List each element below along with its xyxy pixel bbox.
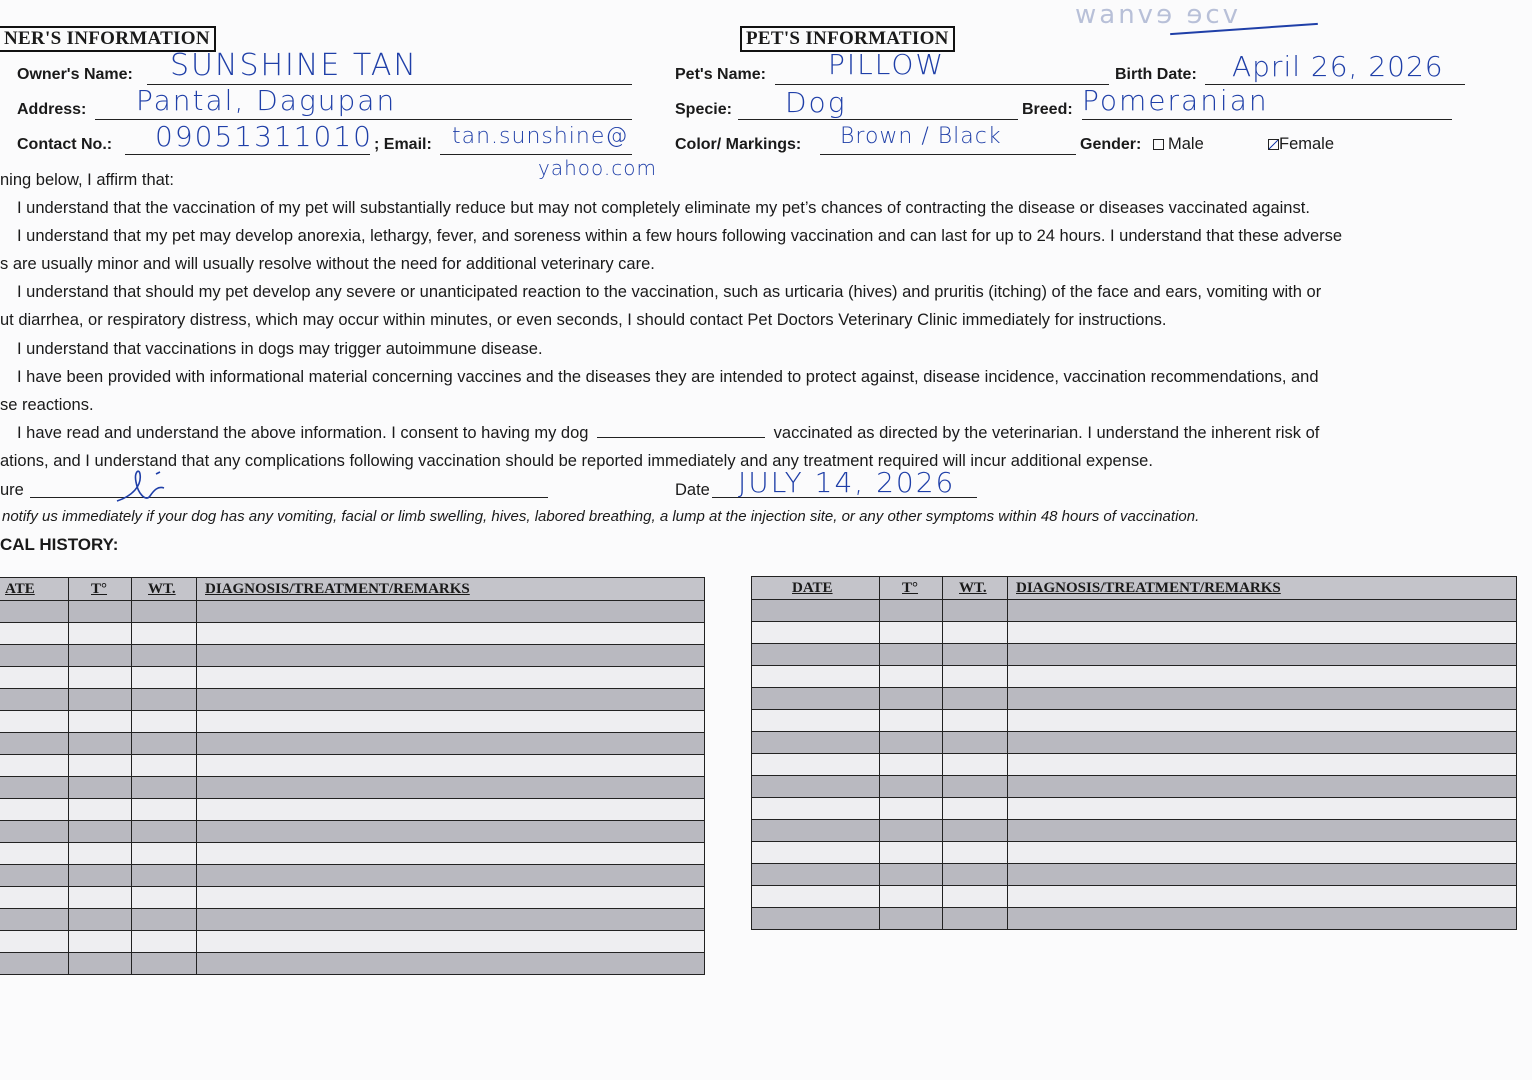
email-value-line1[interactable]: tan.sunshine@	[452, 124, 629, 149]
table-row	[0, 689, 705, 711]
table-cell[interactable]	[1008, 732, 1517, 754]
table-cell[interactable]	[0, 623, 69, 645]
table-cell[interactable]	[132, 689, 197, 711]
table-cell[interactable]	[0, 601, 69, 623]
history-title: CAL HISTORY:	[0, 535, 119, 554]
table-cell[interactable]	[132, 733, 197, 755]
col-date: DATE	[752, 577, 880, 600]
table-row	[752, 908, 1517, 930]
consent-p6b: ations, and I understand that any complications following vaccination should be reported immediately and any treatment required will incur additional expense.	[0, 452, 1153, 470]
col-diagnosis: DIAGNOSIS/TREATMENT/REMARKS	[1008, 577, 1517, 600]
history-table-left	[0, 577, 705, 975]
table-cell[interactable]	[132, 623, 197, 645]
table-cell[interactable]	[69, 645, 132, 667]
table-cell[interactable]	[69, 711, 132, 733]
table-cell[interactable]	[1008, 644, 1517, 666]
table-cell[interactable]	[752, 688, 880, 710]
table-cell[interactable]	[943, 688, 1008, 710]
table-row	[752, 886, 1517, 908]
table-row	[752, 798, 1517, 820]
table-cell[interactable]	[752, 886, 880, 908]
col-date: ATE	[0, 578, 69, 601]
table-cell[interactable]	[880, 842, 943, 864]
table-row	[752, 600, 1517, 622]
table-cell[interactable]	[943, 776, 1008, 798]
gender-male-option[interactable]	[1153, 135, 1204, 154]
table-cell[interactable]	[69, 865, 132, 887]
signature-label: ure	[0, 481, 24, 499]
pet-name-label: Pet's Name:	[675, 66, 766, 83]
table-cell[interactable]	[943, 842, 1008, 864]
table-row	[752, 754, 1517, 776]
table-cell[interactable]	[1008, 886, 1517, 908]
consent-p2b: s are usually minor and will usually resolve without the need for additional veterinary care.	[0, 255, 655, 273]
table-cell[interactable]	[752, 908, 880, 930]
table-cell[interactable]	[943, 644, 1008, 666]
table-cell[interactable]	[69, 777, 132, 799]
table-cell[interactable]	[69, 953, 132, 975]
specie-line	[738, 119, 1018, 120]
color-line	[820, 154, 1076, 155]
table-cell[interactable]	[197, 843, 705, 865]
date-label: Date	[675, 481, 710, 499]
female-checkbox[interactable]	[1268, 139, 1279, 150]
table-cell[interactable]	[752, 776, 880, 798]
table-cell[interactable]	[752, 710, 880, 732]
table-row	[0, 711, 705, 733]
table-cell[interactable]	[69, 689, 132, 711]
table-cell[interactable]	[752, 842, 880, 864]
table-cell[interactable]	[1008, 820, 1517, 842]
table-cell[interactable]	[197, 909, 705, 931]
table-cell[interactable]	[880, 864, 943, 886]
table-cell[interactable]	[943, 864, 1008, 886]
table-cell[interactable]	[69, 887, 132, 909]
table-cell[interactable]	[132, 843, 197, 865]
table-cell[interactable]	[880, 710, 943, 732]
consent-p6a-post: vaccinated as directed by the veterinarian. I understand the inherent risk of	[773, 424, 1320, 442]
table-cell[interactable]	[0, 733, 69, 755]
breed-label: Breed:	[1022, 101, 1073, 118]
table-row	[0, 623, 705, 645]
table-row	[0, 821, 705, 843]
table-cell[interactable]	[197, 799, 705, 821]
table-row	[0, 777, 705, 799]
table-cell[interactable]	[943, 666, 1008, 688]
table-row	[752, 644, 1517, 666]
pet-name-value[interactable]: PILLOW	[828, 48, 946, 81]
table-row	[0, 909, 705, 931]
table-cell[interactable]	[0, 645, 69, 667]
table-cell[interactable]	[880, 600, 943, 622]
table-cell[interactable]	[880, 622, 943, 644]
table-cell[interactable]	[197, 755, 705, 777]
table-cell[interactable]	[197, 733, 705, 755]
male-checkbox[interactable]	[1153, 139, 1164, 150]
address-label: Address:	[17, 101, 87, 118]
contact-label: Contact No.:	[17, 136, 113, 153]
table-cell[interactable]	[197, 931, 705, 953]
table-cell[interactable]	[197, 887, 705, 909]
col-weight: WT.	[943, 577, 1008, 600]
consent-p2a: I understand that my pet may develop anorexia, lethargy, fever, and soreness within a few hours following vaccination and can last for up to 24 hours. I understand that these adverse	[17, 227, 1343, 245]
table-cell[interactable]	[197, 645, 705, 667]
table-cell[interactable]	[0, 821, 69, 843]
table-cell[interactable]	[69, 623, 132, 645]
table-cell[interactable]	[0, 887, 69, 909]
table-row	[0, 601, 705, 623]
table-cell[interactable]	[752, 864, 880, 886]
table-cell[interactable]	[0, 777, 69, 799]
table-cell[interactable]	[880, 798, 943, 820]
table-row	[0, 733, 705, 755]
table-cell[interactable]	[0, 799, 69, 821]
table-cell[interactable]	[943, 754, 1008, 776]
table-cell[interactable]	[880, 732, 943, 754]
table-cell[interactable]	[752, 666, 880, 688]
table-cell[interactable]	[0, 953, 69, 975]
table-cell[interactable]	[0, 667, 69, 689]
table-cell[interactable]	[0, 711, 69, 733]
col-temp: T°	[69, 578, 132, 601]
address-value[interactable]: Pantal, Dagupan	[136, 84, 397, 117]
table-cell[interactable]	[132, 667, 197, 689]
breed-line	[1082, 119, 1452, 120]
table-row	[752, 842, 1517, 864]
table-row	[752, 820, 1517, 842]
specie-label: Specie:	[675, 101, 732, 118]
col-weight: WT.	[132, 578, 197, 601]
notice-text: notify us immediately if your dog has any vomiting, facial or limb swelling, hives, labored breathing, a lump at the injection site, or any other symptoms within 48 hours of vaccination.	[2, 508, 1200, 525]
table-row	[752, 622, 1517, 644]
table-cell[interactable]	[880, 754, 943, 776]
table-cell[interactable]	[752, 732, 880, 754]
consent-p6a-pre: I have read and understand the above information. I consent to having my dog	[17, 424, 589, 442]
table-cell[interactable]	[1008, 908, 1517, 930]
email-label: ; Email:	[374, 136, 432, 153]
email-line	[440, 154, 632, 155]
col-diagnosis: DIAGNOSIS/TREATMENT/REMARKS	[197, 578, 705, 601]
owner-name-value[interactable]: SUNSHINE TAN	[170, 48, 418, 83]
table-cell[interactable]	[132, 865, 197, 887]
breed-value[interactable]: Pomeranian	[1082, 84, 1269, 117]
table-cell[interactable]	[132, 711, 197, 733]
table-cell[interactable]	[0, 865, 69, 887]
table-cell[interactable]	[943, 820, 1008, 842]
table-cell[interactable]	[69, 667, 132, 689]
table-row	[0, 887, 705, 909]
table-cell[interactable]	[0, 689, 69, 711]
table-cell[interactable]	[752, 622, 880, 644]
table-cell[interactable]	[197, 821, 705, 843]
gender-label: Gender:	[1080, 136, 1142, 153]
table-cell[interactable]	[943, 710, 1008, 732]
table-row	[0, 755, 705, 777]
table-cell[interactable]	[197, 777, 705, 799]
table-row	[0, 931, 705, 953]
table-cell[interactable]	[132, 909, 197, 931]
consent-p3a: I understand that should my pet develop any severe or unanticipated reaction to the vaccination, such as urticaria (hives) and pruritis (itching) of the face and ears, vomiting with or	[17, 283, 1322, 301]
history-table-right	[751, 576, 1517, 930]
table-row	[752, 710, 1517, 732]
date-value[interactable]: JULY 14, 2026	[738, 466, 956, 499]
birth-date-label: Birth Date:	[1115, 66, 1197, 83]
table-cell[interactable]	[752, 820, 880, 842]
table-cell[interactable]	[69, 601, 132, 623]
table-cell[interactable]	[943, 798, 1008, 820]
dog-name-blank[interactable]	[597, 423, 765, 438]
consent-p3b: ut diarrhea, or respiratory distress, which may occur within minutes, or even seconds, I should contact Pet Doctors Veterinary Clinic immediately for instructions.	[0, 311, 1167, 329]
table-cell[interactable]	[1008, 666, 1517, 688]
specie-value[interactable]: Dog	[785, 86, 847, 119]
table-row	[752, 732, 1517, 754]
consent-p4: I understand that vaccinations in dogs may trigger autoimmune disease.	[17, 340, 543, 358]
table-cell[interactable]	[1008, 600, 1517, 622]
table-cell[interactable]	[943, 622, 1008, 644]
table-cell[interactable]	[880, 908, 943, 930]
owner-info-header: NER'S INFORMATION	[0, 26, 216, 52]
table-cell[interactable]	[943, 886, 1008, 908]
table-cell[interactable]	[132, 777, 197, 799]
consent-p6a	[17, 419, 1319, 447]
table-cell[interactable]	[752, 798, 880, 820]
table-cell[interactable]	[197, 667, 705, 689]
table-cell[interactable]	[752, 600, 880, 622]
consent-intro: ning below, I affirm that:	[0, 171, 174, 189]
birth-date-value[interactable]: April 26, 2026	[1232, 50, 1444, 83]
table-row	[0, 865, 705, 887]
color-label: Color/ Markings:	[675, 136, 802, 153]
male-label: Male	[1168, 135, 1204, 153]
table-cell[interactable]	[197, 689, 705, 711]
table-cell[interactable]	[69, 821, 132, 843]
contact-value[interactable]: 09051311010	[155, 120, 373, 153]
table-cell[interactable]	[132, 821, 197, 843]
table-cell[interactable]	[943, 732, 1008, 754]
contact-line	[125, 154, 370, 155]
table-cell[interactable]	[0, 909, 69, 931]
table-cell[interactable]	[69, 799, 132, 821]
table-row	[752, 666, 1517, 688]
table-cell[interactable]	[197, 711, 705, 733]
table-cell[interactable]	[880, 776, 943, 798]
table-cell[interactable]	[69, 843, 132, 865]
table-cell[interactable]	[197, 623, 705, 645]
table-cell[interactable]	[1008, 776, 1517, 798]
table-cell[interactable]	[1008, 754, 1517, 776]
table-row	[752, 864, 1517, 886]
table-cell[interactable]	[132, 887, 197, 909]
table-cell[interactable]	[132, 601, 197, 623]
table-cell[interactable]	[943, 908, 1008, 930]
table-row	[0, 953, 705, 975]
table-cell[interactable]	[0, 843, 69, 865]
gender-female-option[interactable]	[1268, 135, 1334, 154]
table-cell[interactable]	[69, 755, 132, 777]
table-row	[0, 843, 705, 865]
color-value[interactable]: Brown / Black	[840, 124, 1002, 149]
bleed-through-marks: wanvɘ ɘcv	[1075, 0, 1242, 30]
female-label: Female	[1279, 135, 1335, 153]
table-cell[interactable]	[1008, 710, 1517, 732]
owner-name-label: Owner's Name:	[17, 66, 133, 83]
pet-name-line	[775, 84, 1109, 85]
table-cell[interactable]	[1008, 798, 1517, 820]
table-row	[0, 799, 705, 821]
table-cell[interactable]	[197, 953, 705, 975]
table-cell[interactable]	[132, 931, 197, 953]
table-cell[interactable]	[132, 645, 197, 667]
consent-p5b: se reactions.	[0, 396, 94, 414]
table-cell[interactable]	[1008, 842, 1517, 864]
table-cell[interactable]	[1008, 864, 1517, 886]
table-cell[interactable]	[943, 600, 1008, 622]
pet-info-header: PET'S INFORMATION	[740, 26, 955, 52]
table-cell[interactable]	[880, 688, 943, 710]
table-row	[0, 667, 705, 689]
table-cell[interactable]	[197, 601, 705, 623]
table-cell[interactable]	[132, 953, 197, 975]
email-value-line2[interactable]: yahoo.com	[538, 156, 657, 180]
table-cell[interactable]	[197, 865, 705, 887]
table-cell[interactable]	[0, 931, 69, 953]
consent-p1: I understand that the vaccination of my pet will substantially reduce but may not completely eliminate my pet’s chances of contracting the disease or diseases vaccinated against.	[17, 199, 1310, 217]
table-cell[interactable]	[1008, 622, 1517, 644]
table-cell[interactable]	[69, 909, 132, 931]
signature-mark[interactable]	[112, 466, 182, 508]
table-cell[interactable]	[880, 666, 943, 688]
consent-p5a: I have been provided with informational material concerning vaccines and the diseases they are intended to protect against, disease incidence, vaccination recommendations, and	[17, 368, 1319, 386]
table-cell[interactable]	[0, 755, 69, 777]
table-cell[interactable]	[752, 644, 880, 666]
table-row	[0, 645, 705, 667]
col-temp: T°	[880, 577, 943, 600]
table-cell[interactable]	[880, 820, 943, 842]
table-cell[interactable]	[132, 799, 197, 821]
table-cell[interactable]	[1008, 688, 1517, 710]
table-row	[752, 776, 1517, 798]
table-cell[interactable]	[69, 733, 132, 755]
table-cell[interactable]	[69, 931, 132, 953]
signature-line	[30, 497, 548, 498]
table-cell[interactable]	[132, 755, 197, 777]
table-cell[interactable]	[880, 886, 943, 908]
table-cell[interactable]	[752, 754, 880, 776]
table-cell[interactable]	[880, 644, 943, 666]
table-row	[752, 688, 1517, 710]
